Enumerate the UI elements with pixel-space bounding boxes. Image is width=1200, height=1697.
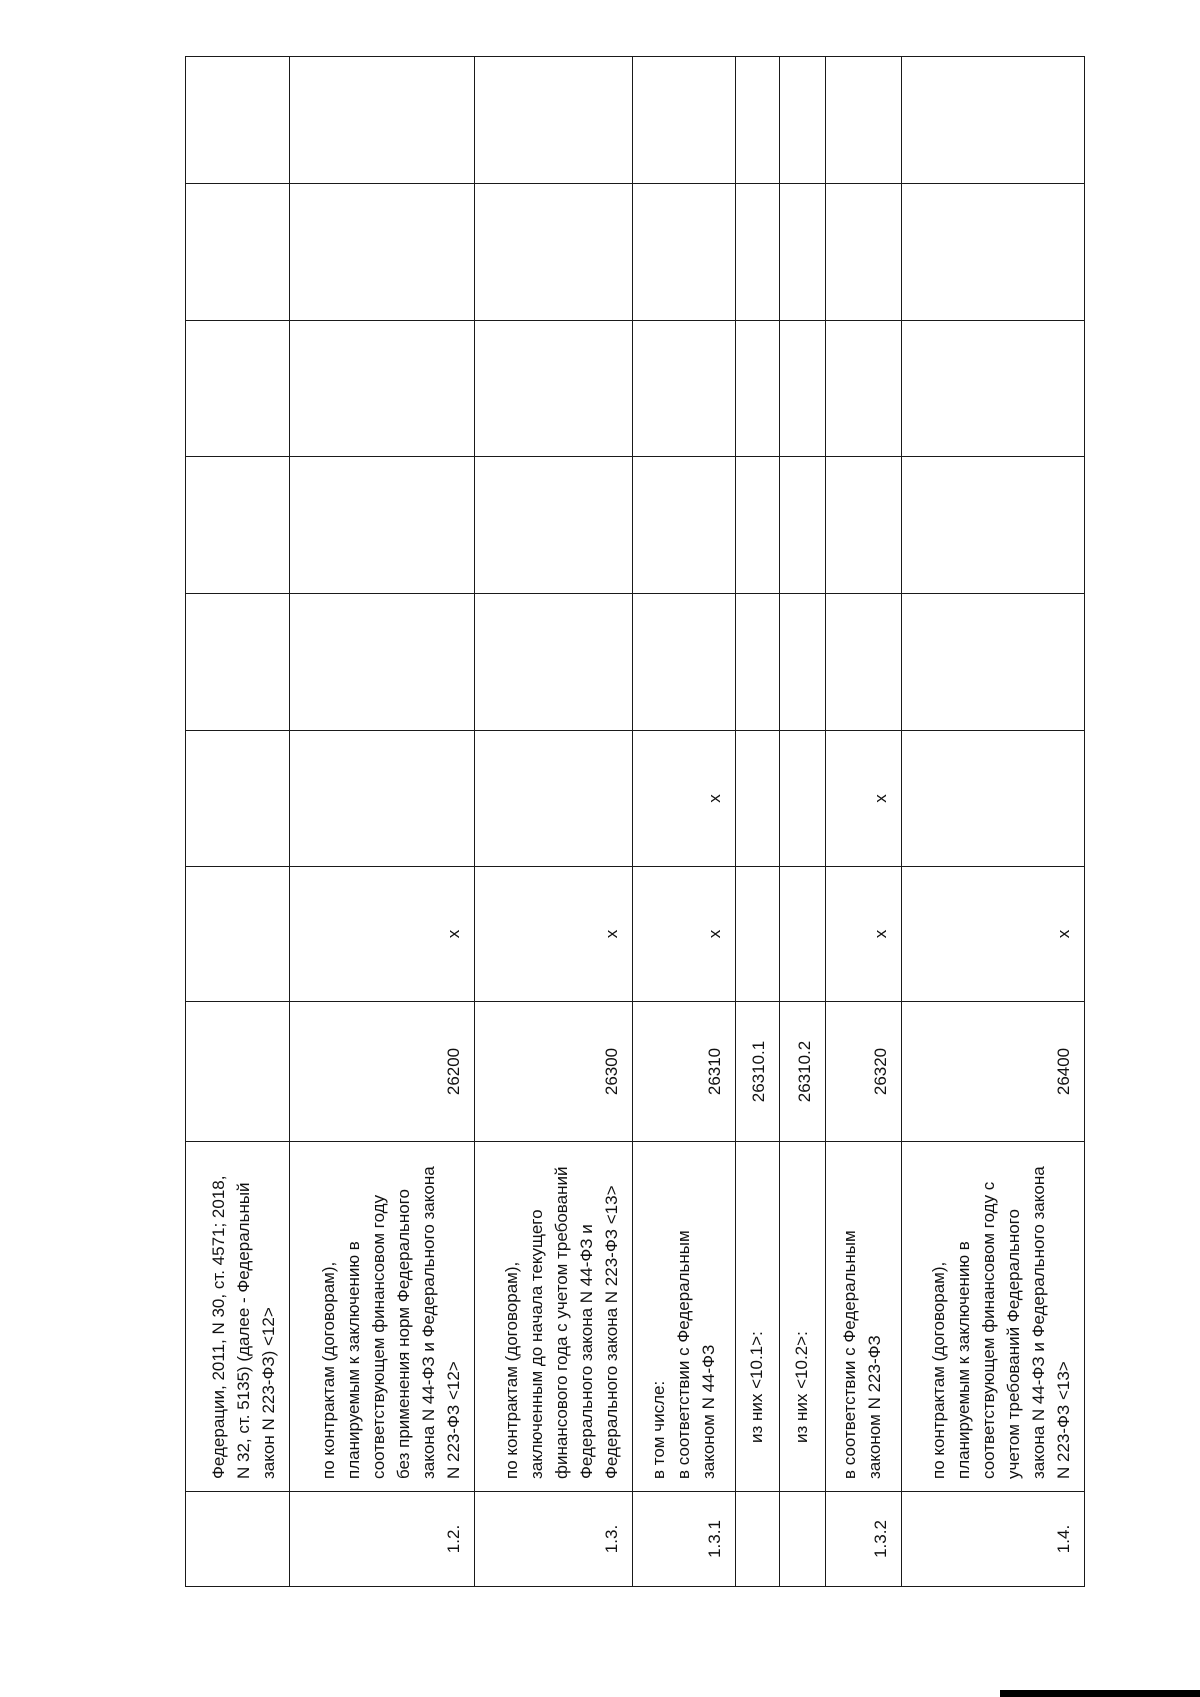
value-cell	[474, 321, 632, 457]
description-line: из них <10.1>:	[747, 1331, 767, 1443]
table-row	[825, 57, 901, 1587]
document-table	[185, 56, 1085, 1587]
value-cell	[289, 184, 474, 321]
table-row	[186, 57, 290, 1587]
value-cell	[901, 321, 1084, 457]
description-line: закона N 44-ФЗ и Федерального закона	[1029, 1166, 1048, 1479]
value-cell	[901, 731, 1084, 867]
description-line: из них <10.2>:	[791, 1331, 811, 1443]
value-cell	[825, 457, 901, 594]
value-cell	[779, 731, 825, 867]
value-cell	[901, 184, 1084, 321]
row-description	[825, 1142, 901, 1492]
table-row	[289, 57, 474, 1587]
row-number: 1.3.1	[632, 1492, 736, 1587]
value-cell	[901, 457, 1084, 594]
value-cell	[736, 321, 780, 457]
value-cell	[736, 867, 780, 1002]
value-cell	[289, 57, 474, 184]
value-cell	[632, 457, 736, 594]
row-description	[736, 1142, 780, 1492]
value-cell	[289, 594, 474, 731]
description-line: Федерации, 2011, N 30, ст. 4571; 2018,	[208, 1175, 228, 1479]
row-code	[186, 1002, 290, 1142]
description-line: законом N 44-ФЗ	[698, 1344, 718, 1479]
description-line: планируемым к заключению в	[343, 1241, 363, 1479]
value-cell: x	[632, 731, 736, 867]
value-cell	[186, 457, 290, 594]
value-cell	[825, 57, 901, 184]
value-cell	[474, 457, 632, 594]
value-cell	[736, 594, 780, 731]
row-description	[474, 1142, 632, 1492]
description-line: планируемым к заключению в	[954, 1241, 973, 1479]
row-number: 1.3.2	[825, 1492, 901, 1587]
row-code: 26310.1	[736, 1002, 780, 1142]
description-line: учетом требований Федерального	[1004, 1209, 1023, 1479]
description-line: N 32, ст. 5135) (далее - Федеральный	[233, 1182, 253, 1479]
value-cell	[779, 57, 825, 184]
value-cell	[186, 184, 290, 321]
row-description	[632, 1142, 736, 1492]
description-line: по контрактам (договорам),	[318, 1261, 338, 1479]
description-line: по контрактам (договорам),	[501, 1261, 521, 1479]
value-cell: x	[632, 867, 736, 1002]
value-cell	[779, 867, 825, 1002]
row-description	[186, 1142, 290, 1492]
value-cell	[825, 321, 901, 457]
row-code: 26300	[474, 1002, 632, 1142]
rotated-table-wrapper	[185, 57, 1085, 1587]
value-cell	[632, 57, 736, 184]
description-line: в том числе:	[648, 1380, 668, 1479]
row-code: 26310	[632, 1002, 736, 1142]
value-cell	[186, 321, 290, 457]
value-cell	[825, 594, 901, 731]
value-cell	[779, 594, 825, 731]
row-number: 1.2.	[289, 1492, 474, 1587]
row-number: 1.4.	[901, 1492, 1084, 1587]
value-cell: x	[825, 867, 901, 1002]
scan-edge-mark	[1000, 1690, 1200, 1697]
value-cell	[474, 594, 632, 731]
description-line: без применения норм Федерального	[393, 1189, 413, 1479]
row-description	[779, 1142, 825, 1492]
value-cell	[186, 57, 290, 184]
value-cell	[779, 457, 825, 594]
table-row	[632, 57, 736, 1587]
description-line: N 223-ФЗ <12>	[443, 1361, 463, 1479]
table-row	[736, 57, 780, 1587]
description-line: N 223-ФЗ <13>	[1054, 1361, 1073, 1479]
value-cell	[289, 731, 474, 867]
description-line: Федерального закона N 223-ФЗ <13>	[601, 1185, 621, 1479]
row-code: 26400	[901, 1002, 1084, 1142]
value-cell	[474, 57, 632, 184]
value-cell: x	[474, 867, 632, 1002]
value-cell: x	[289, 867, 474, 1002]
row-number	[779, 1492, 825, 1587]
table-row	[779, 57, 825, 1587]
value-cell: x	[825, 731, 901, 867]
row-description	[901, 1142, 1084, 1492]
value-cell	[632, 321, 736, 457]
row-description	[289, 1142, 474, 1492]
value-cell	[632, 184, 736, 321]
row-number	[186, 1492, 290, 1587]
description-line: по контрактам (договорам),	[929, 1261, 948, 1479]
description-line: закона N 44-ФЗ и Федерального закона	[418, 1166, 438, 1479]
value-cell	[289, 457, 474, 594]
value-cell	[901, 57, 1084, 184]
value-cell	[825, 184, 901, 321]
value-cell	[186, 867, 290, 1002]
description-line: закон N 223-ФЗ) <12>	[258, 1307, 278, 1479]
table-row	[474, 57, 632, 1587]
row-number	[736, 1492, 780, 1587]
description-line: финансового года с учетом требований	[551, 1166, 571, 1479]
value-cell	[901, 594, 1084, 731]
value-cell	[779, 184, 825, 321]
description-line: заключенным до начала текущего	[526, 1209, 546, 1479]
value-cell	[186, 731, 290, 867]
row-code: 26310.2	[779, 1002, 825, 1142]
value-cell	[474, 731, 632, 867]
description-line: соответствующем финансовом году	[368, 1194, 388, 1479]
table-row	[901, 57, 1084, 1587]
value-cell	[289, 321, 474, 457]
description-line: в соответствии с Федеральным	[840, 1230, 860, 1479]
value-cell	[736, 184, 780, 321]
description-line: соответствующем финансовом году с	[979, 1181, 998, 1479]
description-line: Федерального закона N 44-ФЗ и	[576, 1224, 596, 1479]
value-cell	[736, 731, 780, 867]
row-number: 1.3.	[474, 1492, 632, 1587]
value-cell	[632, 594, 736, 731]
row-code: 26320	[825, 1002, 901, 1142]
description-line: в соответствии с Федеральным	[673, 1230, 693, 1479]
value-cell	[736, 57, 780, 184]
value-cell	[779, 321, 825, 457]
value-cell	[474, 184, 632, 321]
value-cell	[186, 594, 290, 731]
value-cell	[736, 457, 780, 594]
description-line: законом N 223-ФЗ	[865, 1335, 885, 1479]
value-cell: x	[901, 867, 1084, 1002]
row-code: 26200	[289, 1002, 474, 1142]
